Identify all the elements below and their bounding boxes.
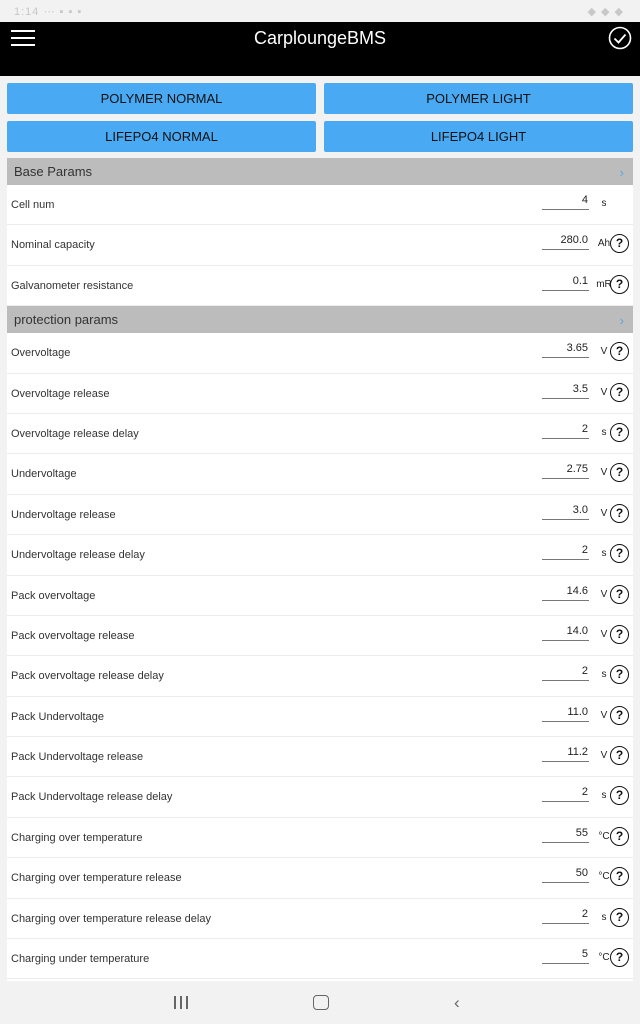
param-unit: mR [596,278,612,290]
param-row [7,858,633,898]
param-row [7,616,633,656]
param-unit: V [600,750,608,762]
help-icon[interactable]: ? [610,275,629,294]
param-unit: °C [598,830,610,842]
checkmark-icon[interactable] [608,26,632,50]
section-header[interactable] [7,158,633,185]
param-label: Charging over temperature release delay [11,912,211,925]
param-row [7,225,633,265]
help-icon[interactable]: ? [610,504,629,523]
param-row [7,333,633,373]
param-value-input[interactable]: 2 [542,908,589,924]
help-icon[interactable]: ? [610,867,629,886]
param-unit: V [600,346,608,358]
help-icon[interactable]: ? [610,625,629,644]
param-value-input[interactable]: 3.5 [542,383,589,399]
param-unit: Ah [597,238,611,250]
param-unit: V [600,507,608,519]
param-value-input[interactable]: 0.1 [542,275,589,291]
param-value-input[interactable]: 2.75 [542,463,589,479]
param-label: Charging over temperature release [11,872,182,885]
help-icon[interactable]: ? [610,463,629,482]
help-icon[interactable]: ? [610,706,629,725]
chevron-right-icon: › [619,313,624,329]
param-row [7,737,633,777]
param-row [7,939,633,979]
polymer-light-button[interactable]: POLYMER LIGHT [324,83,633,114]
chevron-right-icon: › [619,165,624,180]
param-label: Nominal capacity [11,239,95,252]
param-row [7,414,633,454]
param-row [7,899,633,939]
help-icon[interactable]: ? [610,383,629,402]
param-unit: s [601,911,607,923]
section-title: Base Params [14,164,93,179]
param-row [7,374,633,414]
lifepo4-normal-button[interactable]: LIFEPO4 NORMAL [7,121,316,152]
help-icon[interactable]: ? [610,423,629,442]
param-row [7,495,633,535]
param-row [7,535,633,575]
param-value-input[interactable]: 4 [542,194,589,210]
param-unit: s [601,790,607,802]
param-unit: s [601,548,607,560]
param-value-input[interactable]: 5 [542,948,589,964]
param-unit: V [600,588,608,600]
param-label: Galvanometer resistance [11,279,134,292]
help-icon[interactable]: ? [610,544,629,563]
param-label: Undervoltage release delay [11,549,145,562]
help-icon[interactable]: ? [610,786,629,805]
param-unit: s [601,669,607,681]
param-value-input[interactable]: 14.6 [542,585,589,601]
app-title: CarploungeBMS [253,28,387,48]
param-value-input[interactable]: 280.0 [542,234,589,250]
param-label: Overvoltage release [11,387,110,400]
param-value-input[interactable]: 3.65 [542,342,589,358]
param-value-input[interactable]: 11.2 [542,746,589,762]
param-value-input[interactable]: 14.0 [542,625,589,641]
help-icon[interactable]: ? [610,234,629,253]
param-unit: °C [598,871,610,883]
back-button[interactable]: ‹ [454,993,460,1012]
param-unit: s [601,426,607,438]
section-title: protection params [14,312,119,328]
param-label: Cell num [11,199,55,211]
param-label: Overvoltage [11,347,71,360]
param-value-input[interactable]: 2 [542,786,589,802]
param-label: Pack Undervoltage [11,710,104,723]
param-value-input[interactable]: 55 [542,827,589,843]
system-nav-bar [0,981,640,1024]
param-label: Pack overvoltage release [11,629,135,642]
param-value-input[interactable]: 11.0 [542,706,589,722]
status-bar-left: 1:14 ⋯ ▪ ▪ ▪ [14,6,83,18]
lifepo4-light-button[interactable]: LIFEPO4 LIGHT [324,121,633,152]
param-row [7,697,633,737]
param-row [7,185,633,225]
param-label: Charging over temperature [11,831,143,844]
param-unit: s [601,198,607,209]
param-value-input[interactable]: 2 [542,423,589,439]
home-button[interactable] [313,995,329,1010]
param-row [7,576,633,616]
preset-buttons [0,76,640,158]
param-unit: V [600,467,608,479]
help-icon[interactable]: ? [610,342,629,361]
help-icon[interactable]: ? [610,665,629,684]
param-unit: V [600,709,608,721]
section-header[interactable] [7,306,633,333]
help-icon[interactable]: ? [610,585,629,604]
param-label: Pack overvoltage [11,589,96,602]
param-value-input[interactable]: 2 [542,665,589,681]
status-bar [0,0,640,22]
help-icon[interactable]: ? [610,746,629,765]
param-label: Charging under temperature [11,953,150,966]
status-bar-right: ◆ ◆ ◆ [587,6,624,18]
param-row [7,818,633,858]
help-icon[interactable]: ? [610,908,629,927]
param-row [7,777,633,817]
help-icon[interactable]: ? [610,827,629,846]
param-row [7,454,633,494]
param-value-input[interactable]: 50 [542,867,589,883]
param-row [7,266,633,306]
param-label: Pack overvoltage release delay [11,670,164,683]
param-value-input[interactable]: 2 [542,544,589,560]
param-row [7,656,633,696]
param-value-input[interactable]: 3.0 [542,504,589,520]
param-unit: °C [598,952,610,964]
params-list [7,158,633,981]
recent-apps-button[interactable] [174,996,188,1009]
polymer-normal-button[interactable]: POLYMER NORMAL [7,83,316,114]
param-label: Overvoltage release delay [11,427,139,440]
help-icon[interactable]: ? [610,948,629,967]
param-label: Pack Undervoltage release delay [11,791,173,804]
param-unit: V [600,386,608,398]
param-label: Undervoltage release [11,508,116,521]
param-label: Undervoltage [11,468,77,481]
param-unit: V [600,628,608,640]
param-label: Pack Undervoltage release [11,751,144,764]
